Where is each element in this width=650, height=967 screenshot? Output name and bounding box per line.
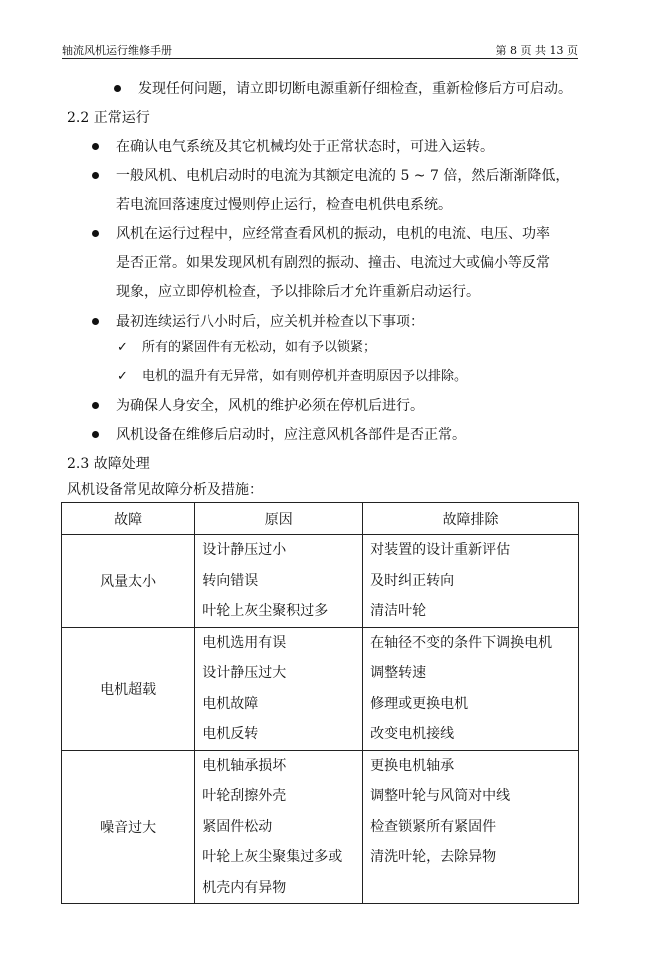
- fix-item: 在轴径不变的条件下调换电机: [370, 634, 553, 651]
- bullet-text: 最初连续运行八小时后，应关机并检查以下事项：: [116, 314, 424, 330]
- header-cause: 原因: [195, 503, 363, 535]
- bullet-text: 风机设备在维修后启动时，应注意风机各部件是否正常。: [116, 427, 466, 443]
- bullet-icon: [92, 431, 99, 438]
- cause-item: 设计静压过小: [202, 542, 287, 558]
- fix-item: 清洁叶轮: [370, 603, 427, 619]
- fault-name: 噪音过大: [62, 750, 195, 904]
- fix-item: 改变电机接线: [370, 726, 455, 742]
- header-fix: 故障排除: [363, 503, 579, 535]
- check-item-text: 所有的紧固件有无松动，如有予以锁紧；: [142, 340, 377, 355]
- fix-item: 更换电机轴承: [370, 757, 455, 774]
- manual-title: 轴流风机运行维修手册: [62, 44, 172, 57]
- header-fault: 故障: [62, 503, 195, 535]
- bullet-icon: [92, 318, 99, 325]
- fix-item: 修理或更换电机: [370, 695, 469, 712]
- cause-item: 叶轮上灰尘聚积过多: [202, 603, 329, 619]
- bullet-text-cont: 若电流回落速度过慢则停止运行，检查电机供电系统。: [116, 197, 452, 213]
- bullet-icon: [92, 402, 99, 409]
- cause-item: 电机轴承损坏: [202, 757, 287, 774]
- bullet-text: 一般风机、电机启动时的电流为其额定电流的 5 ~ 7 倍，然后渐渐降低，: [116, 168, 570, 184]
- cause-item: 电机反转: [202, 726, 259, 742]
- bullet-text: 风机在运行过程中，应经常查看风机的振动，电机的电流、电压、功率: [116, 226, 550, 242]
- cause-item: 电机故障: [202, 695, 259, 712]
- cause-list: [195, 535, 363, 628]
- cause-list: [195, 627, 363, 750]
- section-heading-2-2: 2.2 正常运行: [67, 110, 150, 126]
- cause-item: 电机选用有误: [202, 634, 287, 651]
- fix-item: 清洗叶轮，去除异物: [370, 849, 497, 865]
- table-row: [62, 750, 579, 904]
- cause-item: 叶轮上灰尘聚集过多或: [202, 849, 343, 865]
- cause-item: 转向错误: [202, 572, 259, 589]
- fix-list: [363, 750, 579, 904]
- fault-name: 风量太小: [62, 535, 195, 628]
- table-intro: 风机设备常见故障分析及措施：: [67, 482, 263, 498]
- fix-item: 检查锁紧所有紧固件: [370, 818, 497, 835]
- bullet-text: 在确认电气系统及其它机械均处于正常状态时，可进入运转。: [116, 139, 494, 155]
- fault-table: [61, 502, 579, 904]
- bullet-text-cont: 是否正常。如果发现风机有剧烈的振动、撞击、电流过大或偏小等反常: [116, 255, 550, 271]
- bullet-icon: [92, 230, 99, 237]
- cause-item: 机壳内有异物: [202, 879, 287, 896]
- checkmark-icon: ✓: [117, 369, 128, 384]
- checkmark-icon: ✓: [117, 340, 128, 355]
- cause-item: 设计静压过大: [202, 665, 287, 681]
- intro-bullet-text: 发现任何问题，请立即切断电源重新仔细检查，重新检修后方可启动。: [138, 81, 572, 97]
- table-header-row: [62, 503, 579, 535]
- bullet-icon: [92, 172, 99, 179]
- bullet-icon: [114, 85, 121, 92]
- fix-list: [363, 535, 579, 628]
- fix-item: 调整叶轮与风筒对中线: [370, 788, 511, 804]
- page-header: [62, 40, 578, 59]
- fix-item: 调整转速: [370, 665, 427, 681]
- check-item-text: 电机的温升有无异常，如有则停机并查明原因予以排除。: [142, 369, 468, 384]
- fix-item: 对装置的设计重新评估: [370, 542, 511, 558]
- bullet-text: 为确保人身安全，风机的维护必须在停机后进行。: [116, 398, 424, 414]
- fix-list: [363, 627, 579, 750]
- cause-list: [195, 750, 363, 904]
- bullet-icon: [92, 143, 99, 150]
- section-heading-2-3: 2.3 故障处理: [67, 456, 150, 472]
- cause-item: 紧固件松动: [202, 818, 273, 835]
- table-row: [62, 627, 579, 750]
- cause-item: 叶轮刮擦外壳: [202, 788, 287, 804]
- bullet-text-cont: 现象，应立即停机检查，予以排除后才允许重新启动运行。: [116, 284, 480, 300]
- table-row: [62, 535, 579, 628]
- page-number: 第 8 页 共 13 页: [495, 44, 578, 57]
- fix-item: 及时纠正转向: [370, 572, 455, 589]
- fault-name: 电机超载: [62, 627, 195, 750]
